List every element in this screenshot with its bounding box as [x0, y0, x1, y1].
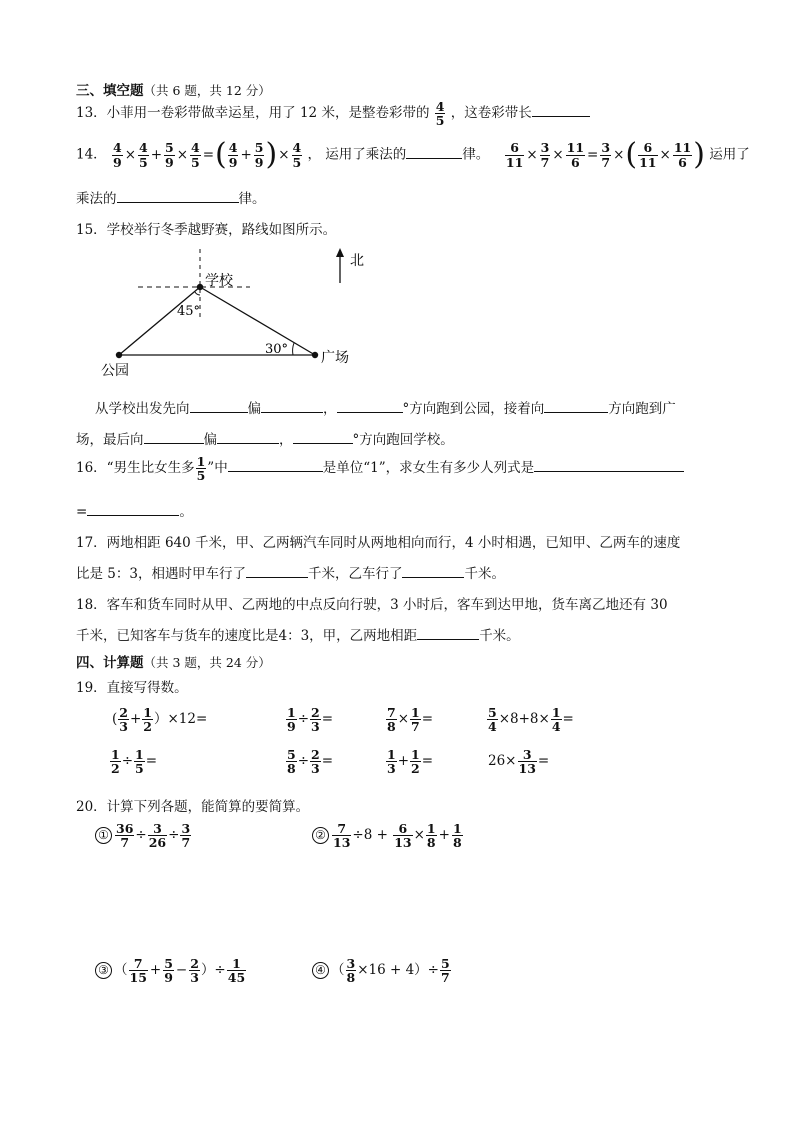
question-15-line-1: 从学校出发先向 偏 ， °方向跑到公园，接着向 方向跑到广	[95, 401, 676, 417]
q19-expr-1: ( $\frac{2}{3}$ + $\frac{1}{2}$ ）×12=	[112, 705, 208, 735]
q19-expr-7: $\frac{1}{3}$ + $\frac{1}{2}$ =	[387, 747, 434, 777]
q20-problem-2: ② $\frac{7}{13}$ ÷8 + $\frac{6}{13}$ × $\frac{1}{8}$ + $\frac{1}{8}$	[312, 822, 464, 849]
question-17-line-2: 比是 5：3，相遇时甲车行了 千米，乙车行了 千米。	[76, 566, 505, 582]
north-arrow-icon	[336, 248, 344, 257]
q14-text-1: ， 运用了乘法的	[307, 146, 407, 163]
park-label: 公园	[101, 363, 129, 379]
angle-30-label: 30°	[265, 342, 289, 357]
park-point	[116, 352, 122, 358]
q14-blank-1[interactable]	[406, 145, 462, 159]
q15-blank-2[interactable]	[261, 399, 323, 413]
section-3-meta: （共 6 题，共 12 分）	[143, 83, 271, 98]
q14-text-2: 律。	[462, 146, 490, 163]
q19-expr-2: $\frac{1}{9}$ ÷ $\frac{2}{3}$ =	[287, 705, 334, 735]
q16-blank-2[interactable]	[534, 458, 684, 472]
school-park-route	[119, 287, 200, 355]
question-19: 19．直接写得数。	[76, 680, 188, 696]
angle-45-arc	[195, 292, 200, 295]
q16-fraction: $\frac{1}{5}$	[196, 454, 206, 484]
q20-problem-4: ④ （ $\frac{3}{8}$ ×16 + 4）÷ $\frac{5}{7}$	[312, 957, 452, 984]
q15-blank-7[interactable]	[293, 430, 353, 444]
school-label: 学校	[205, 273, 233, 289]
q15-blank-5[interactable]	[144, 430, 204, 444]
q20-problem-3: ③ （ $\frac{7}{15}$ + $\frac{5}{9}$ − $\frac{2}{3}$ ）÷ $\frac{1}{45}$	[95, 957, 247, 984]
angle-45-label: 45°	[177, 304, 201, 319]
q18-blank-1[interactable]	[417, 626, 479, 640]
q16-blank-3[interactable]	[87, 502, 179, 516]
section-4-meta: （共 3 题，共 24 分）	[143, 655, 271, 670]
school-point	[197, 284, 203, 290]
q14-text-3: 运用了	[709, 146, 750, 163]
question-14: 14． $\frac{4}{9}$ × $\frac{4}{5}$ + $\frac{5}{9}$ × $\frac{4}{5}$ =( $\frac{4}{9}$ + $\frac{5}{9}$ )× $\frac{4}{5}$ ， 运用了乘法的 律。 $\frac{6}{11}$ × $\frac{3}{7}$ × $\frac{11}{6}$ = $\frac{3}{7}$ ×( $\frac{6}{11}$ × $\frac{11}{6}$ ) 运用了	[76, 137, 750, 172]
q13-fraction: $\frac{4}{5}$	[435, 99, 445, 129]
question-16-line-2: = 。	[76, 504, 193, 520]
circled-number-4: ④	[312, 962, 329, 979]
q15-blank-4[interactable]	[544, 399, 608, 413]
question-15-line-2: 场，最后向 偏 ， °方向跑回学校。	[76, 432, 454, 448]
q17-blank-1[interactable]	[246, 564, 308, 578]
north-label: 北	[350, 253, 364, 269]
section-3-title: 三、填空题	[76, 83, 144, 99]
section-4-title: 四、计算题	[76, 655, 144, 671]
q20-problem-1: ① $\frac{36}{7}$ ÷ $\frac{3}{26}$ ÷ $\frac{3}{7}$	[95, 822, 192, 849]
q19-expr-8: 26× $\frac{3}{13}$ =	[488, 747, 550, 777]
question-14-line-2: 乘法的 律。	[76, 191, 266, 207]
section-3-heading	[76, 79, 271, 99]
q19-expr-5: $\frac{1}{2}$ ÷ $\frac{1}{5}$ =	[111, 747, 158, 777]
q13-text: 13．小菲用一卷彩带做幸运星，用了 12 米，是整卷彩带的	[76, 105, 430, 122]
angle-30-arc	[293, 343, 294, 355]
q15-blank-1[interactable]	[190, 399, 248, 413]
q13-blank[interactable]	[532, 103, 590, 117]
q15-blank-6[interactable]	[217, 430, 279, 444]
question-18-line-2: 千米，已知客车与货车的速度比是4：3，甲，乙两地相距 千米。	[76, 628, 520, 644]
square-label: 广场	[321, 350, 349, 366]
q16-blank-1[interactable]	[228, 458, 323, 472]
question-13	[76, 100, 590, 127]
q13-tail: ，这卷彩带长	[450, 105, 532, 122]
circled-number-1: ①	[95, 827, 112, 844]
question-20: 20．计算下列各题，能简算的要简算。	[76, 799, 310, 815]
circled-number-2: ②	[312, 827, 329, 844]
question-18-line-1: 18．客车和货车同时从甲、乙两地的中点反向行驶，3 小时后，客车到达甲地，货车离乙地还有 30	[76, 597, 668, 613]
q14-number: 14．	[76, 146, 107, 163]
route-map	[95, 245, 395, 380]
q19-expr-4: $\frac{5}{4}$ ×8+8× $\frac{1}{4}$ =	[488, 705, 574, 735]
question-17-line-1: 17．两地相距 640 千米，甲、乙两辆汽车同时从两地相向而行，4 小时相遇，已知甲、乙两车的速度	[76, 535, 681, 551]
q14-blank-2[interactable]	[117, 189, 239, 203]
section-4-heading	[76, 651, 271, 671]
q15-blank-3[interactable]	[337, 399, 403, 413]
school-square-route	[200, 287, 315, 355]
question-16: 16．“男生比女生多 $\frac{1}{5}$ ”中 是单位“1”，求女生有多少人列式是	[76, 455, 684, 482]
q19-expr-3: $\frac{7}{8}$ × $\frac{1}{7}$ =	[387, 705, 434, 735]
square-point	[312, 352, 318, 358]
q17-blank-2[interactable]	[402, 564, 464, 578]
circled-number-3: ③	[95, 962, 112, 979]
question-15: 15．学校举行冬季越野赛，路线如图所示。	[76, 222, 337, 238]
q19-expr-6: $\frac{5}{8}$ ÷ $\frac{2}{3}$ =	[287, 747, 334, 777]
